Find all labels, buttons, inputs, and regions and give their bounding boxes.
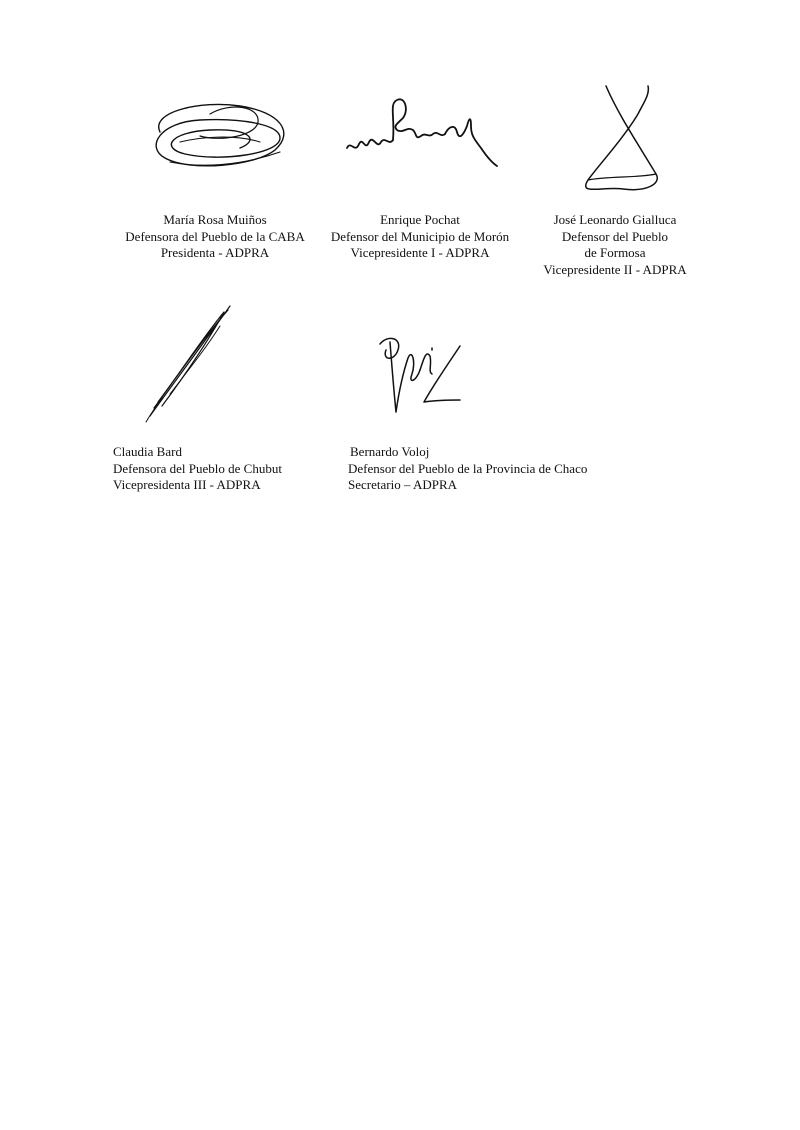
- signatory-block-5: [348, 444, 648, 494]
- signature-muinos: [140, 92, 300, 182]
- signatory-title-cont: de Formosa: [584, 245, 646, 260]
- signatory-name: María Rosa Muiños: [163, 212, 267, 227]
- signatory-name: José Leonardo Gialluca: [553, 212, 677, 227]
- signatory-block-4: [113, 444, 333, 494]
- signatory-role: Vicepresidente I - ADPRA: [350, 245, 490, 260]
- signatory-name: Enrique Pochat: [380, 212, 460, 227]
- signatory-role: Vicepresidente II - ADPRA: [543, 261, 687, 277]
- signatory-title: Defensora del Pueblo de Chubut: [113, 460, 282, 476]
- signatory-role: Secretario – ADPRA: [348, 477, 458, 492]
- signatory-role: Presidenta - ADPRA: [160, 245, 270, 260]
- signature-voloj: [368, 328, 468, 418]
- signatory-title: Defensor del Municipio de Morón: [330, 228, 510, 244]
- signatory-title: Defensor del Pueblo de la Provincia de Chaco: [348, 460, 588, 476]
- signatory-title: Defensor del Pueblo: [561, 228, 669, 244]
- signatory-block-2: [315, 212, 525, 262]
- signature-bard: [140, 298, 240, 423]
- signature-pochat: [345, 96, 505, 176]
- signatory-name: Claudia Bard: [113, 444, 182, 459]
- signatory-block-3: [520, 212, 710, 278]
- signatory-name: Bernardo Voloj: [350, 444, 430, 459]
- signatory-role: Vicepresidenta III - ADPRA: [113, 477, 261, 492]
- signature-gialluca: [568, 84, 668, 199]
- signatory-block-1: [110, 212, 320, 262]
- signatory-title: Defensora del Pueblo de la CABA: [125, 228, 305, 244]
